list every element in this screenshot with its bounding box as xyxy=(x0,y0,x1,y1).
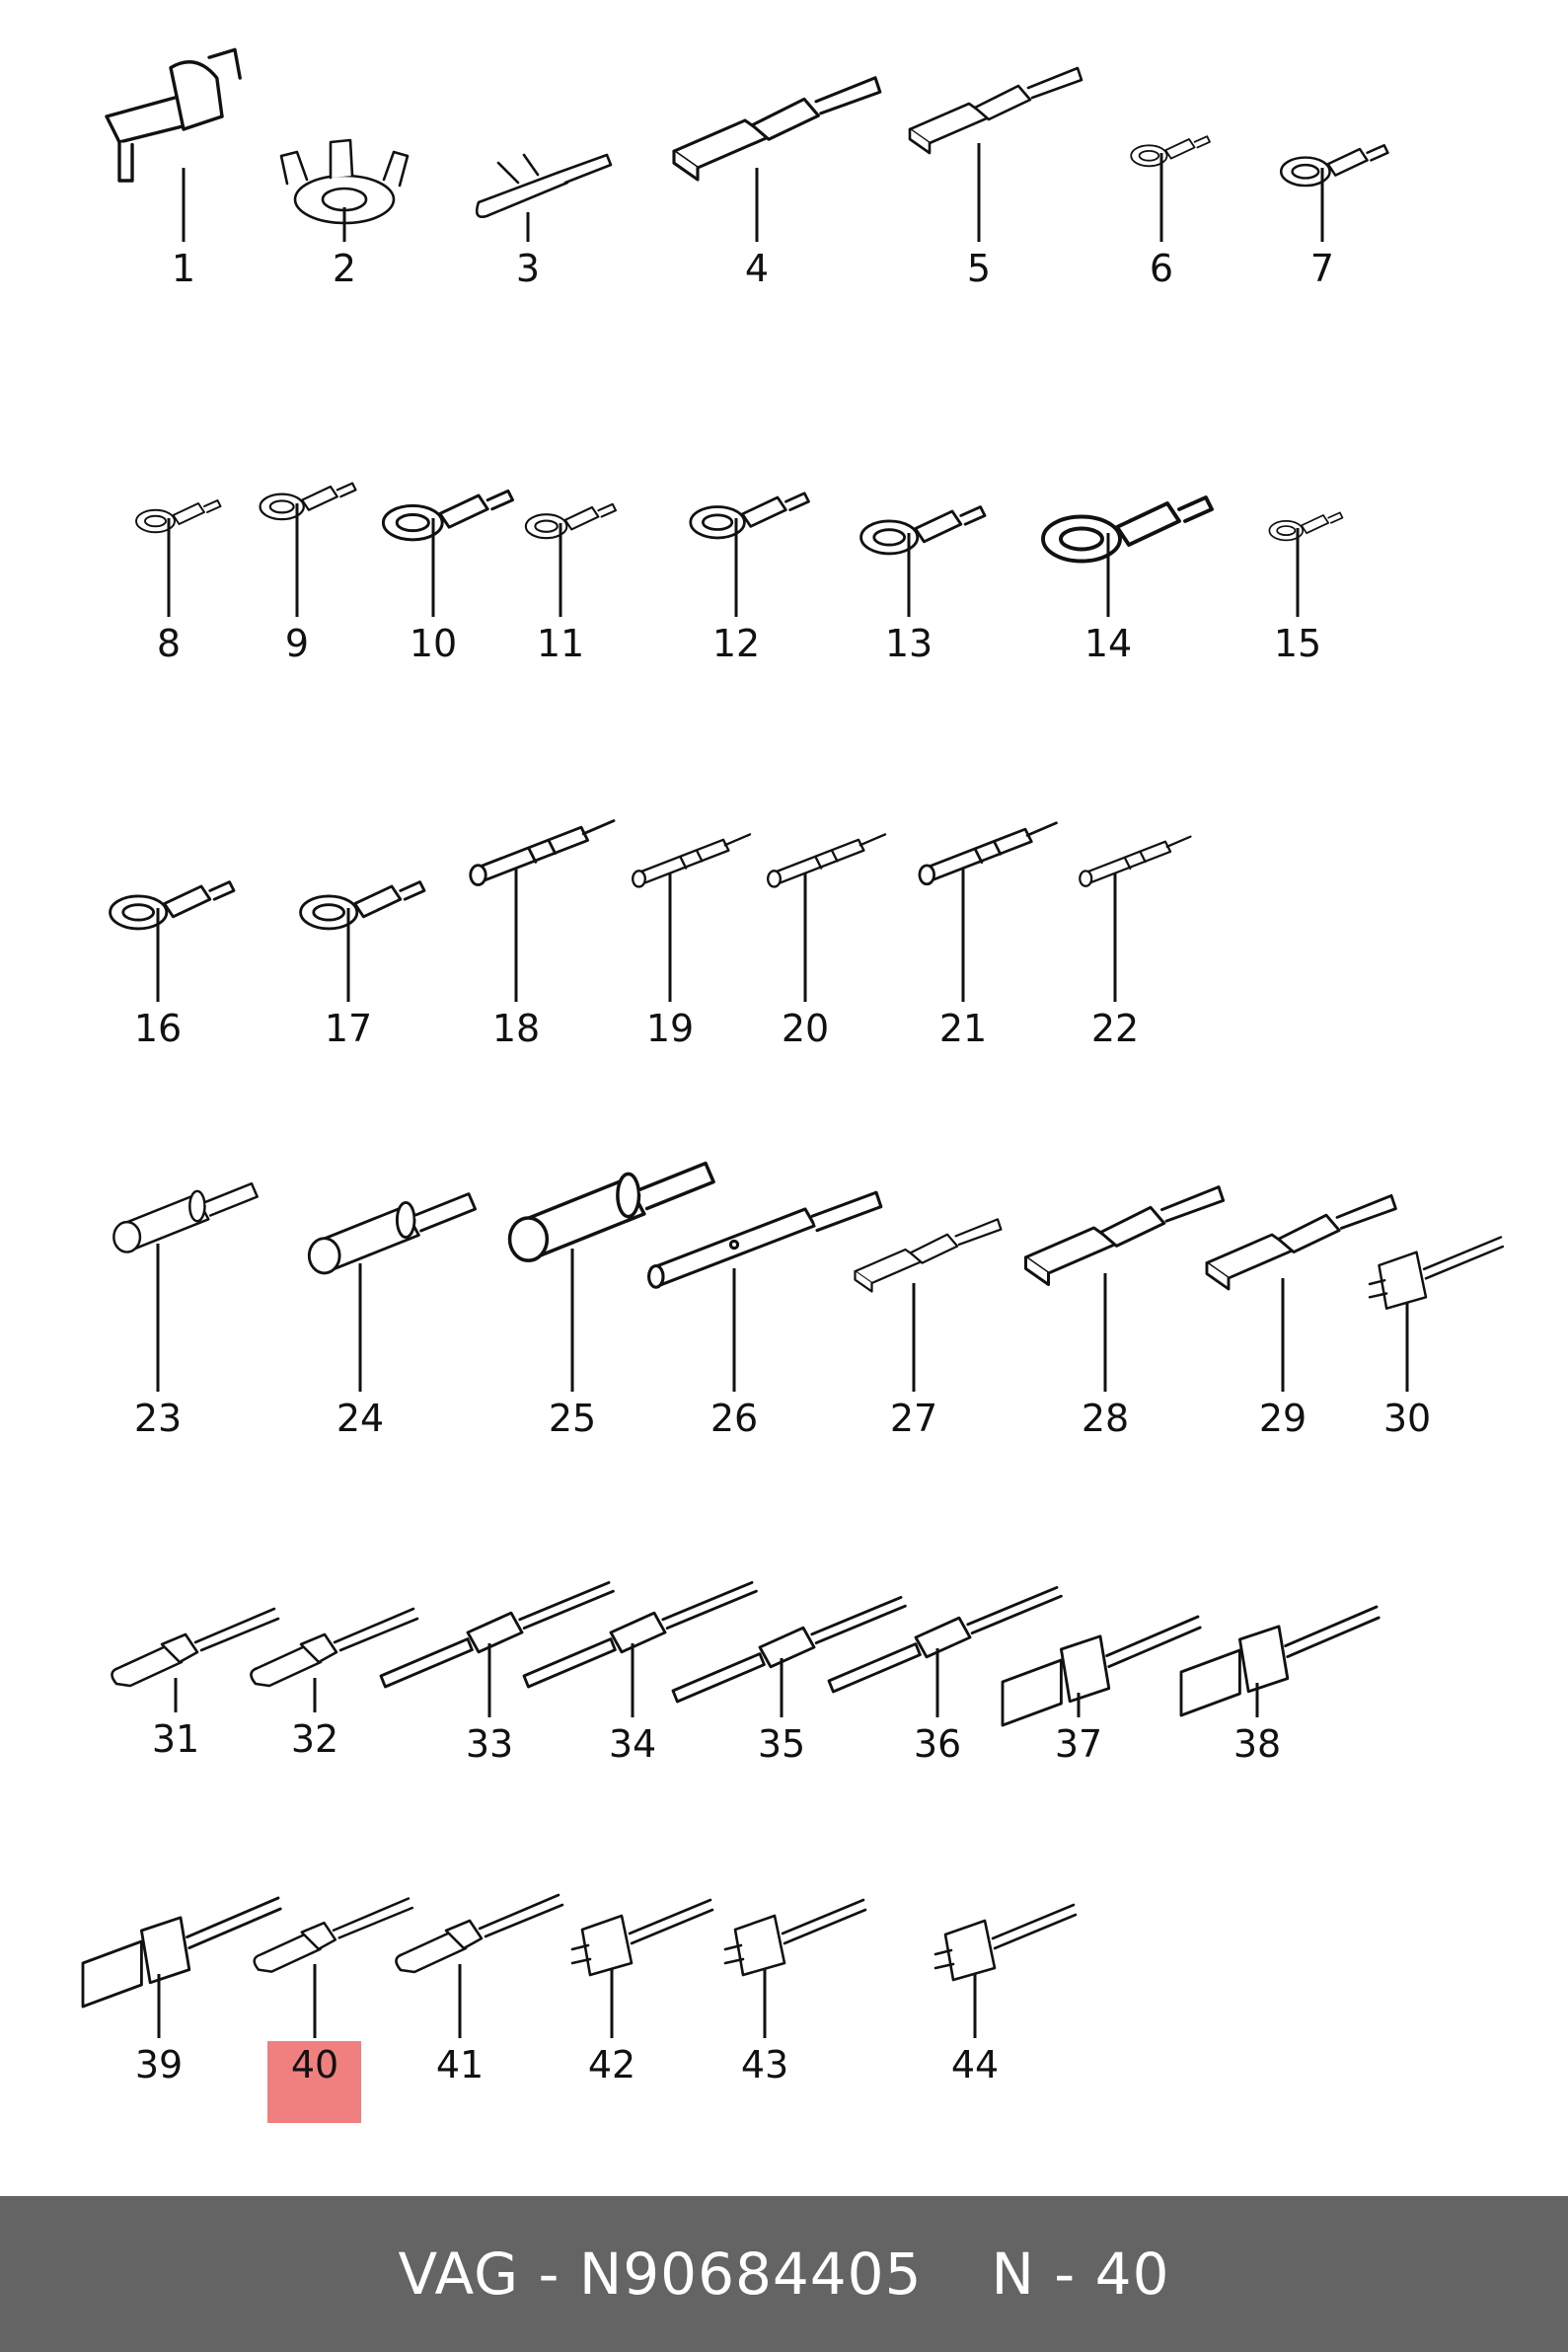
part-23 xyxy=(113,1183,257,1440)
part-16-drawing xyxy=(111,882,234,929)
part-label-20: 20 xyxy=(781,1007,830,1050)
part-label-40: 40 xyxy=(290,2043,339,2086)
part-1-drawing xyxy=(107,49,240,181)
part-label-42: 42 xyxy=(587,2043,636,2086)
part-11 xyxy=(526,504,616,665)
part-label-30: 30 xyxy=(1382,1397,1432,1440)
part-label-41: 41 xyxy=(435,2043,485,2086)
part-17 xyxy=(301,882,424,1050)
part-41 xyxy=(396,1895,562,2086)
part-35-drawing xyxy=(673,1597,905,1702)
part-14 xyxy=(1043,497,1212,665)
part-label-5: 5 xyxy=(966,247,992,290)
part-label-34: 34 xyxy=(608,1722,657,1766)
part-44-drawing xyxy=(935,1905,1076,1980)
part-8-drawing xyxy=(136,500,221,532)
part-label-25: 25 xyxy=(548,1397,597,1440)
part-7-drawing xyxy=(1281,145,1387,186)
part-30 xyxy=(1370,1238,1503,1441)
part-27 xyxy=(856,1219,1002,1440)
part-label-1: 1 xyxy=(171,247,196,290)
part-31 xyxy=(112,1609,278,1761)
part-label-6: 6 xyxy=(1149,247,1174,290)
part-label-31: 31 xyxy=(151,1717,200,1761)
part-26-drawing xyxy=(649,1192,881,1287)
footer-reference: N - 40 xyxy=(991,2240,1170,2308)
footer-bar xyxy=(0,2196,1568,2352)
part-label-21: 21 xyxy=(938,1007,988,1050)
part-20-drawing xyxy=(768,834,885,886)
part-22 xyxy=(1080,837,1190,1050)
part-3 xyxy=(477,155,611,290)
part-7 xyxy=(1281,145,1387,290)
part-44 xyxy=(935,1905,1076,2086)
part-label-14: 14 xyxy=(1083,622,1133,665)
part-9 xyxy=(261,484,356,665)
part-11-drawing xyxy=(526,504,616,538)
part-35 xyxy=(673,1597,905,1766)
part-5 xyxy=(910,68,1082,290)
part-label-36: 36 xyxy=(913,1722,962,1766)
part-37-drawing xyxy=(1003,1617,1200,1725)
part-38 xyxy=(1181,1607,1379,1766)
part-9-drawing xyxy=(261,484,356,520)
part-label-43: 43 xyxy=(740,2043,789,2086)
part-label-2: 2 xyxy=(332,247,357,290)
part-label-29: 29 xyxy=(1258,1397,1307,1440)
part-label-3: 3 xyxy=(515,247,541,290)
part-28-drawing xyxy=(1026,1187,1224,1285)
part-label-18: 18 xyxy=(491,1007,541,1050)
footer-part-number: VAG - N90684405 xyxy=(398,2240,923,2308)
part-label-33: 33 xyxy=(465,1722,514,1766)
part-15 xyxy=(1269,512,1342,665)
part-label-39: 39 xyxy=(134,2043,184,2086)
part-21 xyxy=(920,823,1057,1050)
part-41-drawing xyxy=(396,1895,562,1972)
part-label-15: 15 xyxy=(1273,622,1322,665)
part-label-11: 11 xyxy=(536,622,585,665)
part-label-24: 24 xyxy=(336,1397,385,1440)
part-label-12: 12 xyxy=(711,622,761,665)
part-10-drawing xyxy=(383,491,512,539)
part-12-drawing xyxy=(691,493,809,538)
part-label-8: 8 xyxy=(156,622,182,665)
part-40 xyxy=(255,1899,412,2087)
part-19 xyxy=(633,834,750,1050)
part-label-37: 37 xyxy=(1054,1722,1103,1766)
part-6-drawing xyxy=(1131,136,1210,166)
part-4 xyxy=(674,78,880,290)
part-12 xyxy=(691,493,809,665)
part-label-19: 19 xyxy=(645,1007,695,1050)
part-43 xyxy=(725,1900,865,2086)
footer-text xyxy=(399,2240,1170,2308)
part-label-26: 26 xyxy=(709,1397,759,1440)
part-33-drawing xyxy=(381,1582,613,1687)
part-24 xyxy=(309,1194,475,1440)
part-29 xyxy=(1207,1195,1395,1440)
part-25 xyxy=(510,1164,714,1440)
part-label-9: 9 xyxy=(284,622,310,665)
part-42-drawing xyxy=(572,1900,712,1975)
part-18 xyxy=(471,821,614,1050)
part-label-23: 23 xyxy=(133,1397,183,1440)
part-26 xyxy=(649,1192,881,1440)
part-38-drawing xyxy=(1181,1607,1379,1715)
part-label-27: 27 xyxy=(889,1397,938,1440)
part-25-drawing xyxy=(510,1164,714,1261)
part-label-7: 7 xyxy=(1309,247,1335,290)
part-13-drawing xyxy=(861,507,985,554)
part-23-drawing xyxy=(113,1183,257,1252)
part-label-38: 38 xyxy=(1232,1722,1282,1766)
part-5-drawing xyxy=(910,68,1082,153)
part-39 xyxy=(83,1898,280,2086)
part-label-44: 44 xyxy=(950,2043,1000,2086)
part-39-drawing xyxy=(83,1898,280,2007)
part-10 xyxy=(383,491,512,665)
part-17-drawing xyxy=(301,882,424,929)
part-13 xyxy=(861,507,985,665)
part-label-4: 4 xyxy=(744,247,770,290)
part-18-drawing xyxy=(471,821,614,885)
part-label-22: 22 xyxy=(1090,1007,1140,1050)
part-8 xyxy=(136,500,221,665)
part-21-drawing xyxy=(920,823,1057,884)
part-20 xyxy=(768,834,885,1050)
part-42 xyxy=(572,1900,712,2086)
part-label-10: 10 xyxy=(409,622,458,665)
part-label-17: 17 xyxy=(324,1007,373,1050)
part-33 xyxy=(381,1582,613,1766)
part-37 xyxy=(1003,1617,1200,1766)
part-1 xyxy=(107,49,240,290)
part-6 xyxy=(1131,136,1210,290)
part-19-drawing xyxy=(633,834,750,886)
part-27-drawing xyxy=(856,1219,1002,1291)
part-22-drawing xyxy=(1080,837,1190,886)
part-4-drawing xyxy=(674,78,880,180)
part-2 xyxy=(281,140,408,290)
part-label-16: 16 xyxy=(133,1007,183,1050)
part-label-32: 32 xyxy=(290,1717,339,1761)
part-43-drawing xyxy=(725,1900,865,1975)
part-label-28: 28 xyxy=(1081,1397,1130,1440)
part-label-35: 35 xyxy=(757,1722,806,1766)
part-label-13: 13 xyxy=(884,622,933,665)
part-14-drawing xyxy=(1043,497,1212,562)
part-29-drawing xyxy=(1207,1195,1395,1289)
part-30-drawing xyxy=(1370,1238,1503,1309)
part-16 xyxy=(111,882,234,1050)
part-24-drawing xyxy=(309,1194,475,1273)
part-3-drawing xyxy=(477,155,611,217)
part-28 xyxy=(1026,1187,1224,1440)
part-15-drawing xyxy=(1269,512,1342,540)
